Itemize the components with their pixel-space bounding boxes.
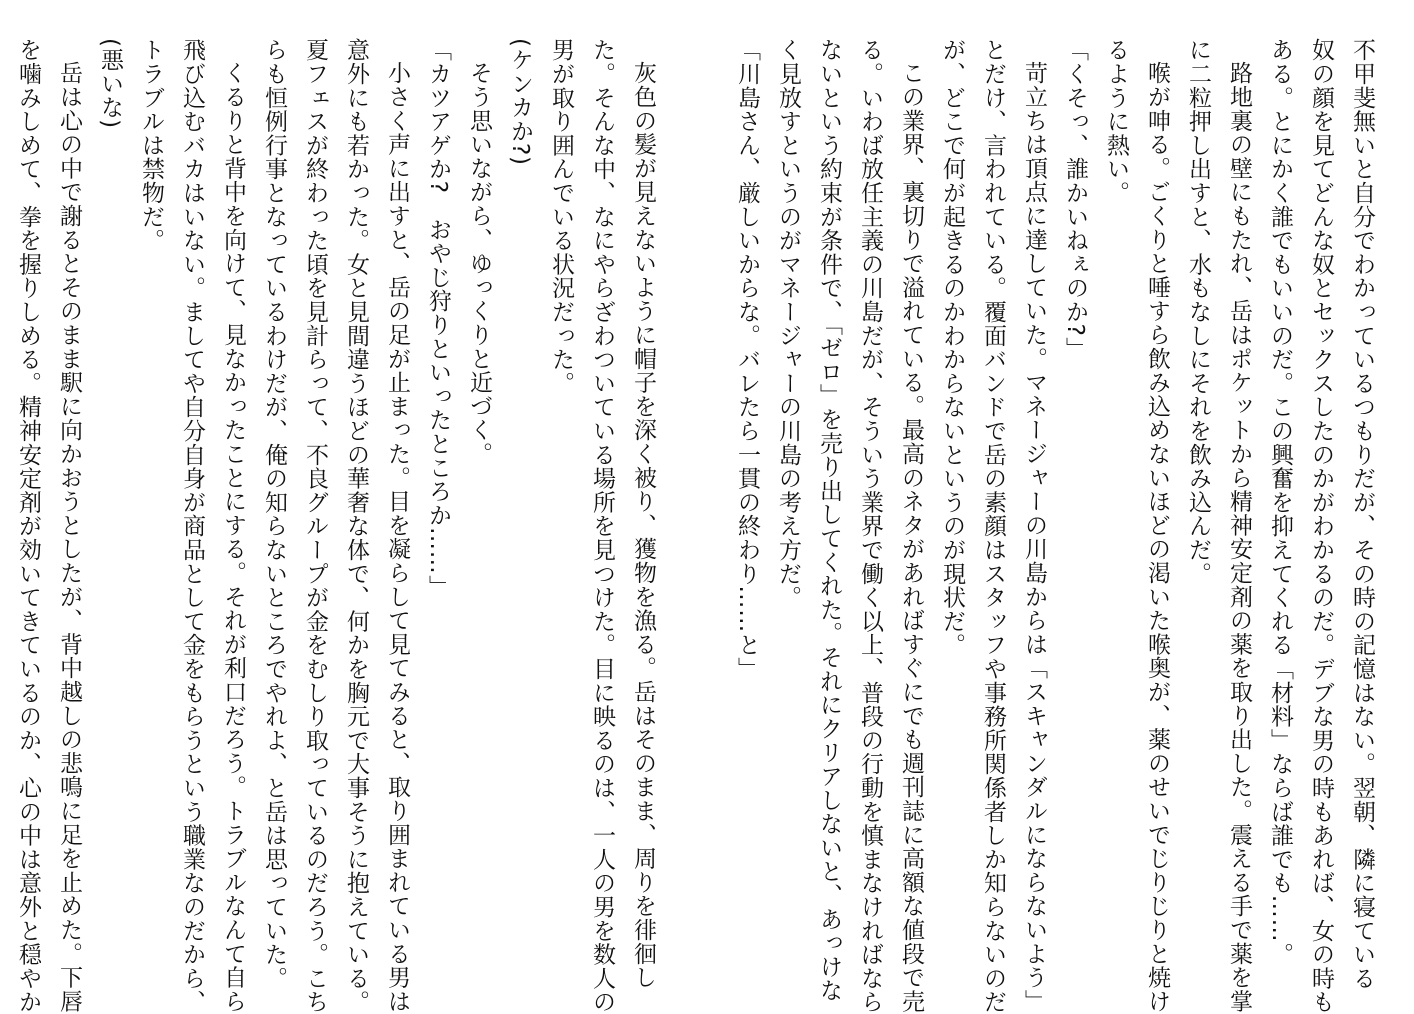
text-line: らも恒例行事となっているわけだが、俺の知らないところでやれよ、と岳は思っていた。 — [261, 38, 287, 990]
text-line: 「カツアゲか? おやじ狩りといったところか……」 — [425, 38, 451, 599]
text-line: 岳は心の中で謝るとそのまま駅に向かおうとしたが、背中越しの悲鳴に足を止めた。下唇 — [56, 61, 82, 1013]
text-line: 「川島さん、厳しいからな。バレたら一貫の終わり……と」 — [734, 38, 760, 681]
text-line: 夏フェスが終わった頃を見計らって、不良グループが金をむしり取っているのだろう。こち — [302, 38, 328, 1014]
text-line: 路地裏の壁にもたれ、岳はポケットから精神安定剤の薬を取り出した。震える手で薬を掌 — [1226, 61, 1252, 1013]
text-line: 小さく声に出すと、岳の足が止まった。目を凝らして見てみると、取り囲まれている男は — [384, 61, 410, 1013]
text-line: 喉が呻る。ごくりと唾すら飲み込めないほどの渇いた喉奥が、薬のせいでじりじりと焼け — [1144, 61, 1170, 1013]
text-line: くるりと背中を向けて、見なかったことにする。それが利口だろう。トラブルなんて自ら — [220, 61, 246, 1013]
text-line: る。いわば放任主義の川島だが、そういう業界で働く以上、普段の行動を慎まなければなら — [857, 38, 883, 1014]
text-line: るように熱い。 — [1103, 38, 1129, 205]
text-line: 灰色の髪が見えないように帽子を深く被り、獲物を漁る。岳はそのまま、周りを徘徊し — [630, 61, 656, 990]
text-line: 「くそっ、誰かいねぇのか?」 — [1062, 38, 1088, 361]
text-line: そう思いながら、ゆっくりと近づく。 — [466, 61, 492, 466]
text-line: た。そんな中、なにやらざわついている場所を見つけた。目に映るのは、一人の男を数人の — [589, 38, 615, 1014]
text-line: 飛び込むバカはいない。ましてや自分自身が商品として金をもらうという職業なのだから、 — [179, 38, 205, 1014]
text-line: 不甲斐無いと自分でわかっているつもりだが、その時の記憶はない。翌朝、隣に寝ている — [1349, 38, 1375, 990]
text-line: 苛立ちは頂点に達していた。マネージャーの川島からは「スキャンダルにならないよう」 — [1021, 61, 1047, 1013]
text-line: 意外にも若かった。女と見間違うほどの華奢な体で、何かを胸元で大事そうに抱えている。 — [343, 38, 369, 1014]
text-line: に二粒押し出すと、水もなしにそれを飲み込んだ。 — [1185, 38, 1211, 586]
text-line: (悪いな) — [97, 38, 123, 129]
text-line: ある。とにかく誰でもいいのだ。この興奮を抑えてくれる「材料」ならば誰でも……。 — [1267, 38, 1293, 967]
text-line: を噛みしめて、拳を握りしめる。精神安定剤が効いてきているのか、心の中は意外と穏やか — [15, 38, 41, 1014]
text-line: が、どこで何が起きるのかわからないというのが現状だ。 — [939, 38, 965, 657]
text-line: ないという約束が条件で、「ゼロ」を売り出してくれた。それにクリアしないと、あっけな — [816, 38, 842, 1003]
text-line: く見放すというのがマネージャーの川島の考え方だ。 — [775, 38, 801, 610]
text-line: とだけ、言われている。覆面バンドで岳の素顔はスタッフや事務所関係者しか知らないのだ — [980, 38, 1006, 1014]
text-line: (ケンカか?) — [507, 38, 533, 166]
text-line: 男が取り囲んでいる状況だった。 — [548, 38, 574, 395]
text-line: この業界、裏切りで溢れている。最高のネタがあればすぐにでも週刊誌に高額な値段で売 — [898, 61, 924, 1013]
text-line: トラブルは禁物だ。 — [138, 38, 164, 253]
text-line: 奴の顔を見てどんな奴とセックスしたのかがわかるのだ。デブな男の時もあれば、女の時も — [1308, 38, 1334, 1014]
